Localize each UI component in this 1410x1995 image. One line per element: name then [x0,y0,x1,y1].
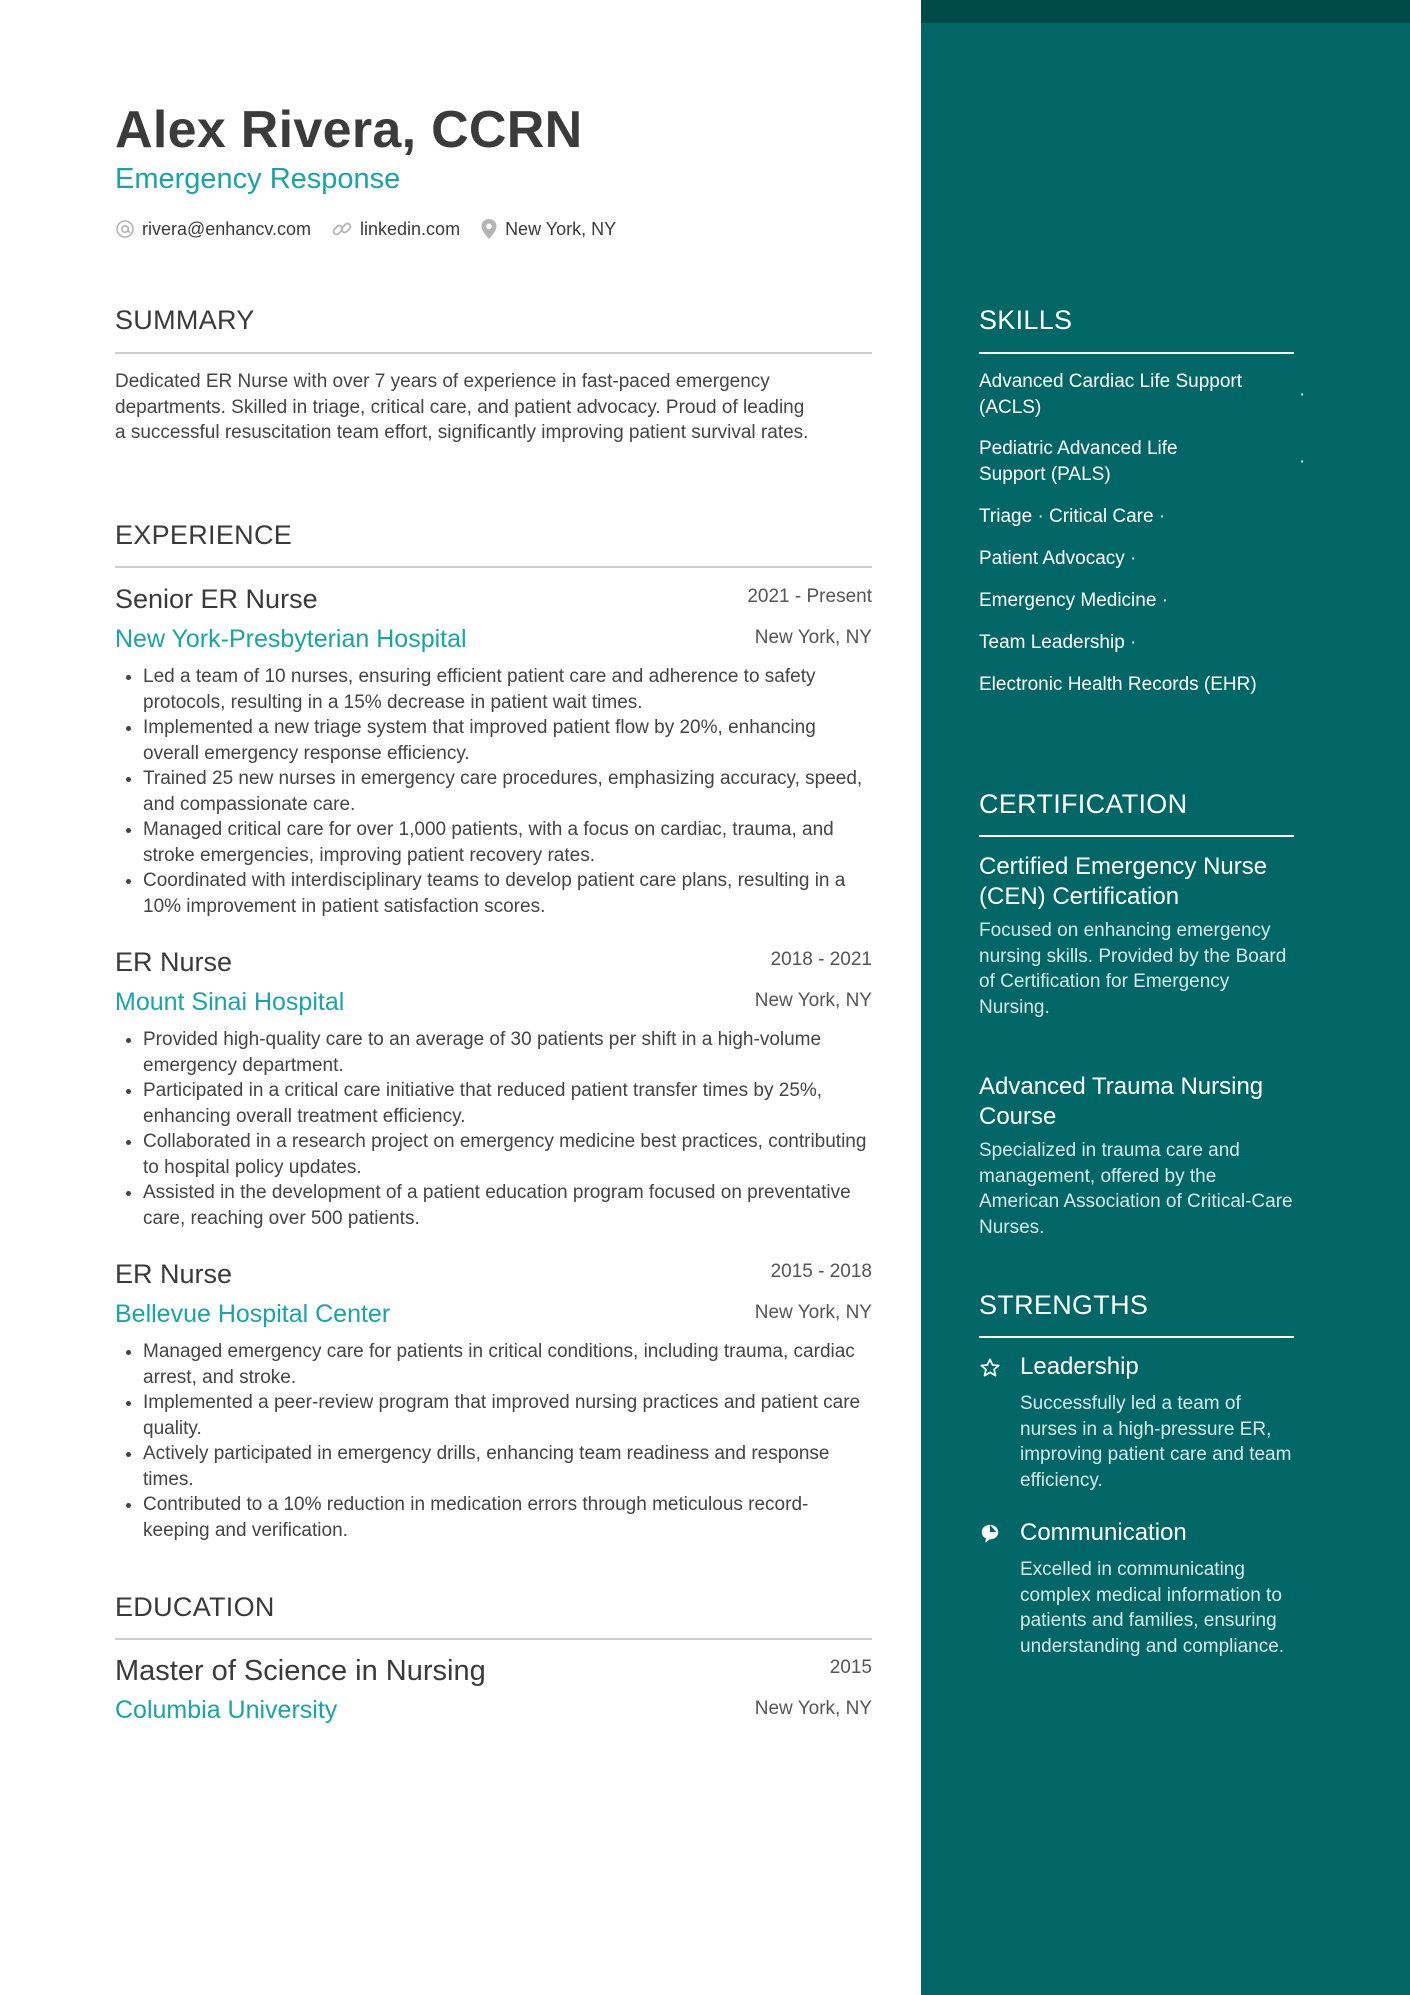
job-title: ER Nurse [115,1259,233,1289]
skill-item [979,436,1309,487]
contact-location [480,218,616,240]
job-bullet: • Managed critical care for over 1,000 patients, with a focus on cardiac, trauma, and stroke emergencies, improving patient recovery rates. [143,817,872,868]
job-bullet: • Implemented a peer-review program that improved nursing practices and patient care quality. [143,1390,872,1441]
at-sign-icon [115,219,135,239]
job-bullet: • Collaborated in a research project on emergency medicine best practices, contributing to hospital policy updates. [143,1129,872,1180]
job-bullet: • Managed emergency care for patients in critical conditions, including trauma, cardiac arrest, and stroke. [143,1339,872,1390]
certification-desc: Specialized in trauma care and management, offered by the American Association of Critical-Care Nurses. [979,1140,1293,1238]
skills-divider [979,352,1294,354]
strengths-divider [979,1336,1294,1338]
summary-heading: SUMMARY [115,305,255,335]
job-bullets [115,664,872,919]
school-name: Columbia University [115,1696,338,1724]
job-location: New York, NY [754,1302,872,1323]
degree-title: Master of Science in Nursing [115,1655,486,1687]
skill-item [979,546,1309,572]
skill-label: Pediatric Advanced Life Support (PALS) [979,438,1178,485]
job-bullets [115,1339,872,1543]
job-bullet: • Led a team of 10 nurses, ensuring efficient patient care and adherence to safety protocols, resulting in a 15% decrease in patient wait times. [143,664,872,715]
certification-desc: Focused on enhancing emergency nursing skills. Provided by the Board of Certification for Emergency Nursing. [979,920,1287,1018]
skill-separator: · [1299,451,1306,472]
skill-item [979,630,1309,656]
contact-linkedin[interactable] [331,218,460,240]
skill-label: Emergency Medicine [979,590,1157,611]
job-title: ER Nurse [115,947,233,977]
strength-title: Communication [1020,1519,1187,1546]
skill-label: Team Leadership [979,632,1125,653]
skill-separator: · [1299,384,1306,405]
sidebar [921,0,1410,1995]
education-year: 2015 [829,1657,872,1678]
job-bullet: • Actively participated in emergency drills, enhancing team readiness and response times. [143,1441,872,1492]
contact-bar [115,218,636,240]
job-dates: 2021 - Present [747,586,872,607]
skill-separator: · [1130,548,1137,569]
strength-desc: Excelled in communicating complex medical information to patients and families, ensuring understanding and compliance. [1020,1559,1285,1657]
email-text: rivera@enhancv.com [142,218,312,239]
job-location: New York, NY [754,627,872,648]
summary-text: Dedicated ER Nurse with over 7 years of experience in fast-paced emergency departments. Skilled in triage, critical care, and patient advocacy. Proud of leading a successful resuscitation team effort, significantly improving patient survival rates. [115,371,809,443]
link-icon [331,218,353,240]
skill-separator: · [1161,590,1169,611]
job-title: Senior ER Nurse [115,584,318,614]
job-employer: New York-Presbyterian Hospital [115,625,467,653]
certification-item [979,1072,1294,1240]
strength-title: Leadership [1020,1353,1139,1380]
strength-desc: Successfully led a team of nurses in a high-pressure ER, improving patient care and team efficiency. [1020,1393,1292,1491]
skill-separator: · [1130,632,1137,653]
certification-item [979,852,1294,1020]
candidate-role: Emergency Response [115,163,401,195]
location-text: New York, NY [505,218,617,239]
skill-item [979,504,1309,530]
experience-heading: EXPERIENCE [115,520,293,550]
sidebar-top-band [921,0,1410,23]
skills-heading: SKILLS [979,305,1073,335]
job-employer: Bellevue Hospital Center [115,1300,391,1328]
certification-divider [979,835,1294,837]
skill-label: Advanced Cardiac Life Support (ACLS) [979,371,1242,418]
job-bullet: • Provided high-quality care to an average of 30 patients per shift in a high-volume emergency department. [143,1027,872,1078]
skill-label: Electronic Health Records (EHR) [979,674,1257,695]
job-bullet: • Assisted in the development of a patient education program focused on preventative care, reaching over 500 patients. [143,1180,872,1231]
skill-label: Triage [979,506,1033,527]
linkedin-text: linkedin.com [360,218,461,239]
skill-item [979,672,1259,698]
education-divider [115,1638,872,1640]
skill-label: Patient Advocacy [979,548,1125,569]
job-bullet: • Trained 25 new nurses in emergency care procedures, emphasizing accuracy, speed, and compassionate care. [143,766,872,817]
certification-title: Advanced Trauma Nursing Course [979,1073,1264,1130]
job-bullet: • Participated in a critical care initiative that reduced patient transfer times by 25%, enhancing overall treatment efficiency. [143,1078,872,1129]
school-location: New York, NY [754,1698,872,1719]
contact-email[interactable] [115,219,311,240]
job-location: New York, NY [754,990,872,1011]
strengths-heading: STRENGTHS [979,1290,1149,1320]
candidate-name: Alex Rivera, CCRN [115,101,583,159]
job-dates: 2018 - 2021 [770,949,872,970]
job-bullet: • Implemented a new triage system that improved patient flow by 20%, enhancing overall emergency response efficiency. [143,715,872,766]
education-heading: EDUCATION [115,1592,275,1622]
star-icon [979,1357,1001,1379]
certification-title: Certified Emergency Nurse (CEN) Certification [979,853,1268,910]
summary-divider [115,352,872,354]
job-bullets [115,1027,872,1231]
job-bullet: • Coordinated with interdisciplinary teams to develop patient care plans, resulting in a 10% improvement in patient satisfaction scores. [143,868,872,919]
job-bullet: • Contributed to a 10% reduction in medication errors through meticulous record-keeping and verification. [143,1492,872,1543]
skill-item [979,588,1309,614]
certification-heading: CERTIFICATION [979,789,1188,819]
job-dates: 2015 - 2018 [770,1261,872,1282]
experience-divider [115,566,872,568]
location-pin-icon [480,218,498,240]
job-employer: Mount Sinai Hospital [115,988,345,1016]
skill-separator: · [1158,506,1166,527]
skill-item [979,369,1309,420]
skill-label: Critical Care [1049,506,1154,527]
speech-bubble-icon [979,1523,1001,1545]
skill-separator: · [1037,506,1044,527]
